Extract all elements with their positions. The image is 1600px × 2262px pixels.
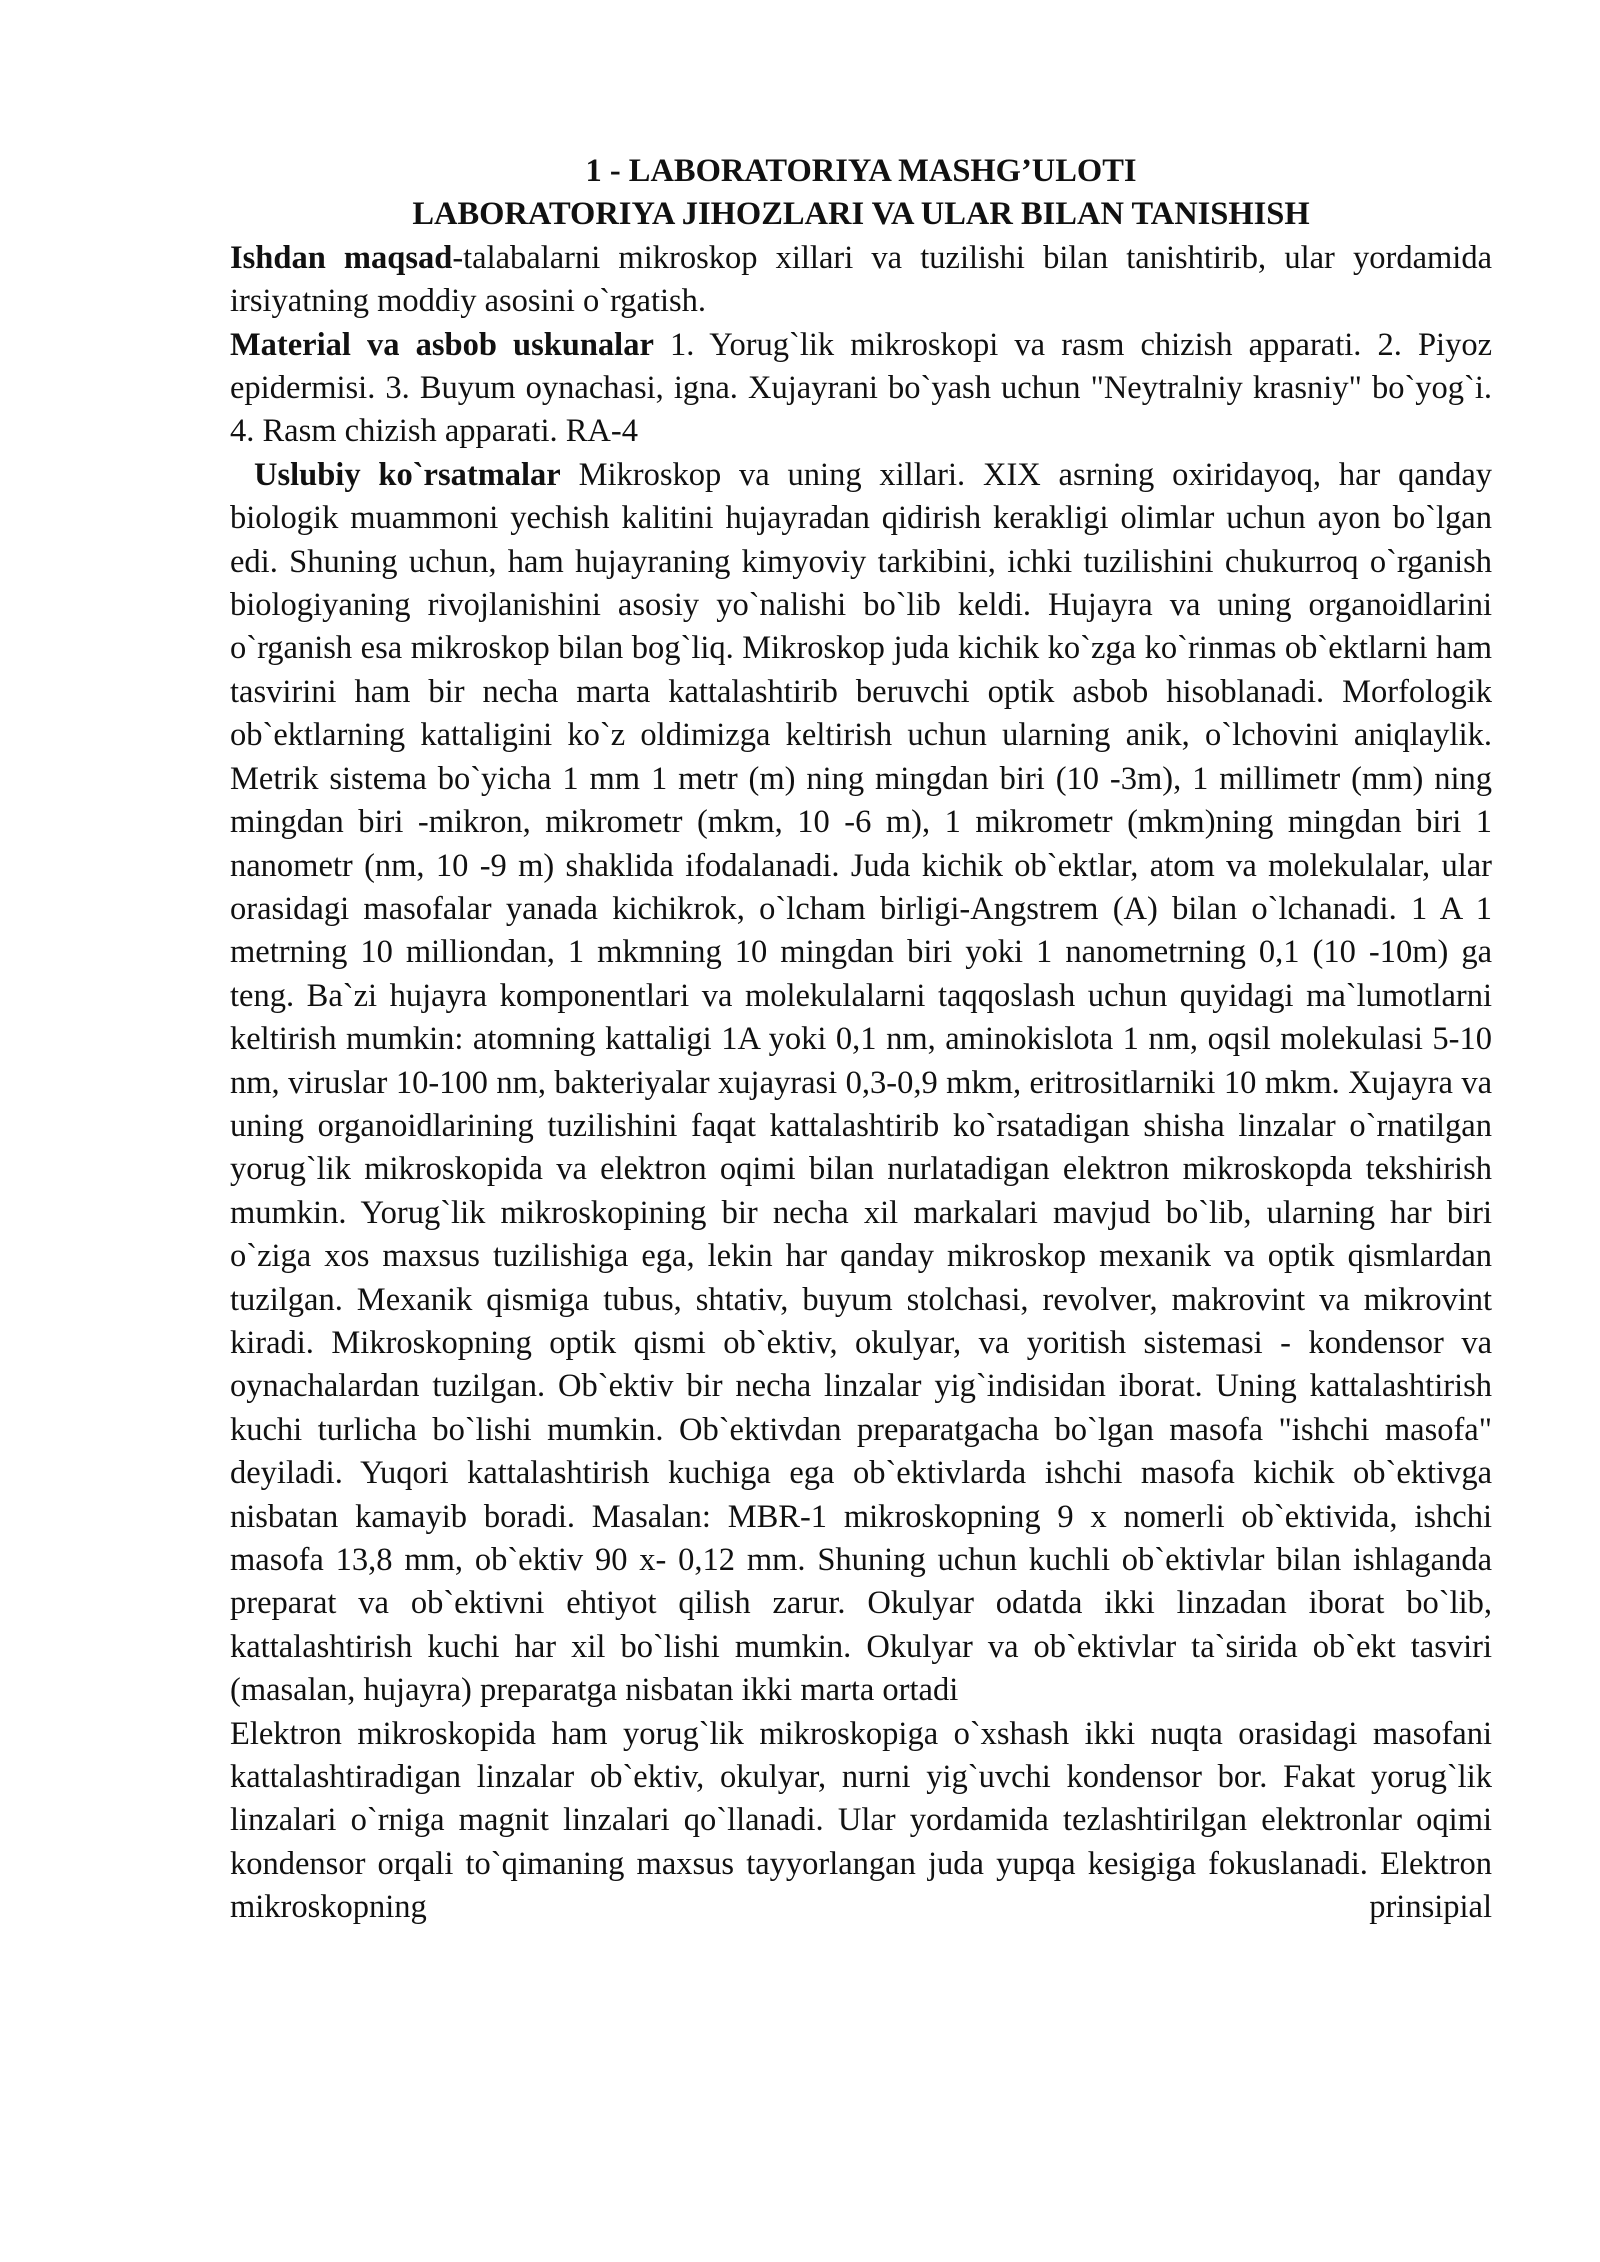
materials-label: Material va asbob uskunalar [230,326,654,363]
materials-text: 1. Yorug`lik mikroskopi va rasm chizish apparati. 2. Piyoz epidermisi. 3. Buyum oynachasi, igna. Xujayrani bo`yash uchun "Neytralniy krasniy" bo`yog`i. 4. Rasm chizish apparati. RA-4 [230,326,1493,450]
title-line-2: LABORATORIYA JIHOZLARI VA ULAR BILAN TANISHISH [412,196,1310,233]
aim-paragraph [230,237,1492,324]
document-page [230,150,1492,1930]
title-line-1: 1 - LABORATORIYA MASHG’ULOTI [585,153,1137,189]
materials-paragraph [230,324,1492,454]
aim-label: Ishdan maqsad [230,239,453,276]
guidelines-paragraph [230,454,1492,1713]
guidelines-text: Mikroskop va uning xillari. XIX asrning oxiridayoq, har qanday biologik muammoni yechish kalitini hujayradan qidirish kerakligi olimlar uchun ayon bo`lgan edi. Shuning uchun, ham hujayraning kimyoviy tarkibini, ichki tuzilishini chukurroq o`rganish biologiyaning rivojlanishini asosiy yo`nalishi bo`lib keldi. Hujayra va uning organoidlarini o`rganish esa mikroskop bilan bog`liq. Mikroskop juda kichik ko`zga ko`rinmas ob`ektlarni ham tasvirini ham bir necha marta kattalashtirib beruvchi optik asbob hisoblanadi. Morfologik ob`ektlarning kattaligini ko`z oldimizga keltirish uchun ularning anik, o`lchovini aniqlaylik. Metrik sistema bo`yicha 1 mm 1 metr (m) ning mingdan biri (10 -3m), 1 millimetr (mm) ning mingdan biri -mikron, mikrometr (mkm, 10 -6 m), 1 mikrometr (mkm)ning mingdan biri 1 nanometr (nm, 10 -9 m) shaklida ifodalanadi. Juda kichik ob`ektlar, atom va molekulalar, ular orasidagi masofalar yanada kichikrok, o`lcham birligi-Angstrem (A) bilan o`lchanadi. 1 A 1 metrning 10 milliondan, 1 mkmning 10 mingdan biri yoki 1 nanometrning 0,1 (10 -10m) ga teng. Ba`zi hujayra komponentlari va molekulalarni taqqoslash uchun quyidagi ma`lumotlarni keltirish mumkin: atomning kattaligi 1A yoki 0,1 nm, aminokislota 1 nm, oqsil molekulasi 5-10 nm, viruslar 10-100 nm, bakteriyalar xujayrasi 0,3-0,9 mkm, eritrositlarniki 10 mkm. Xujayra va uning organoidlarining tuzilishini faqat kattalashtirib ko`rsatadigan shisha linzalar o`rnatilgan yorug`lik mikroskopida va elektron oqimi bilan nurlatadigan elektron mikroskopda tekshirish mumkin. Yorug`lik mikroskopining bir necha xil markalari mavjud bo`lib, ularning har biri o`ziga xos maxsus tuzilishiga ega, lekin har qanday mikroskop mexanik va optik qismlardan tuzilgan. Mexanik qismiga tubus, shtativ, buyum stolchasi, revolver, makrovint va mikrovint kiradi. Mikroskopning optik qismi ob`ektiv, okulyar, va yoritish sistemasi - kondensor va oynachalardan tuzilgan. Ob`ektiv bir necha linzalar yig`indisidan iborat. Uning kattalashtirish kuchi turlicha bo`lishi mumkin. Ob`ektivdan preparatgacha bo`lgan masofa "ishchi masofa" deyiladi. Yuqori kattalashtirish kuchiga ega ob`ektivlarda ishchi masofa kichik ob`ektivga nisbatan kamayib boradi. Masalan: MBR-1 mikroskopning 9 x nomerli ob`ektivida, ishchi masofa 13,8 mm, ob`ektiv 90 x- 0,12 mm. Shuning uchun kuchli ob`ektivlar bilan ishlaganda preparat va ob`ektivni ehtiyot qilish zarur. Okulyar odatda ikki linzadan iborat bo`lib, kattalashtirish kuchi har xil bo`lishi mumkin. Okulyar va ob`ektivlar ta`sirida ob`ekt tasviri (masalan, hujayra) preparatga nisbatan ikki marta ortadi [230,456,1492,1709]
guidelines-label: Uslubiy ko`rsatmalar [254,456,561,493]
aim-text: -talabalarni mikroskop xillari va tuzilishi bilan tanishtirib, ular yordamida irsiyatning moddiy asosini o`rgatish. [230,239,1493,320]
electron-microscope-paragraph: Elektron mikroskopida ham yorug`lik mikroskopiga o`xshash ikki nuqta orasidagi masofani kattalashtiradigan linzalar ob`ektiv, okulyar, nurni yig`uvchi kondensor bor. Fakat yorug`lik linzalari o`rniga magnit linzalari qo`llanadi. Ular yordamida tezlashtirilgan elektronlar oqimi kondensor orqali to`qimaning maxsus tayyorlangan juda yupqa kesigiga fokuslanadi. Elektron mikroskopning prinsipial [230,1715,1492,1926]
